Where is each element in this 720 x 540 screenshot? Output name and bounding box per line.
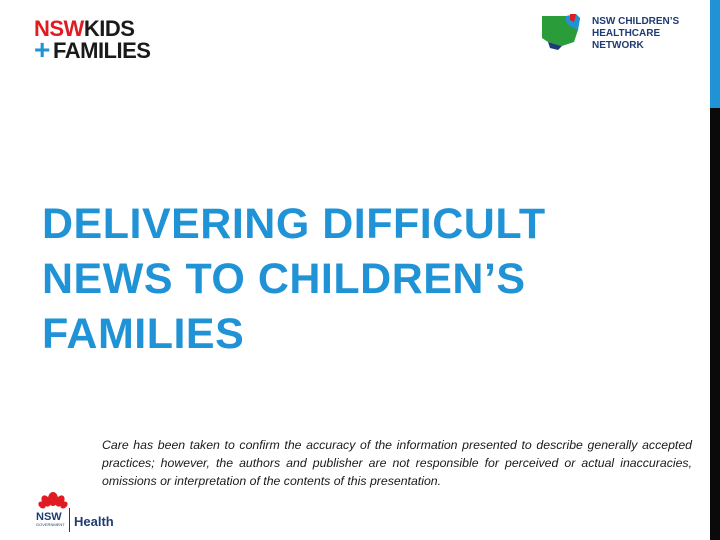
nsw-government-label: NSW: [36, 511, 62, 523]
nsw-government-sublabel: GOVERNMENT: [36, 522, 65, 527]
nsw-health-logo: [36, 488, 126, 533]
disclaimer-text: Care has been taken to confirm the accuracy of the information presented to describe generally accepted practices; however, the authors and publisher are not responsible for perceived or actual inaccuracies, omissions or interpretation of the contents of this presentation.: [102, 438, 692, 488]
kids-families-logo-families: FAMILIES: [53, 38, 151, 63]
slide-title-line-1: DELIVERING DIFFICULT: [42, 200, 546, 248]
network-logo-line2: HEALTHCARE: [592, 28, 661, 39]
network-logo-line1: NSW CHILDREN’S: [592, 16, 680, 27]
nsw-map-icon: [540, 12, 584, 52]
slide-title-line-2: NEWS TO CHILDREN’S: [42, 255, 526, 303]
nsw-childrens-healthcare-network-logo: [540, 12, 700, 56]
sidebar-accent-bar: [710, 0, 720, 108]
sidebar-dark-bar: [710, 108, 720, 540]
network-logo-text: [592, 16, 702, 52]
kids-families-logo-plus: +: [34, 34, 51, 65]
kids-families-logo-nsw: NSW: [34, 16, 84, 41]
health-label: Health: [74, 514, 114, 529]
slide-title-line-3: FAMILIES: [42, 310, 245, 358]
network-logo-line3: NETWORK: [592, 40, 644, 51]
nsw-kids-families-logo: [34, 16, 194, 65]
waratah-flower-icon: [38, 488, 68, 510]
health-logo-divider: [69, 508, 70, 532]
kids-families-logo-kids: KIDS: [83, 16, 135, 41]
slide-title: [42, 197, 692, 362]
